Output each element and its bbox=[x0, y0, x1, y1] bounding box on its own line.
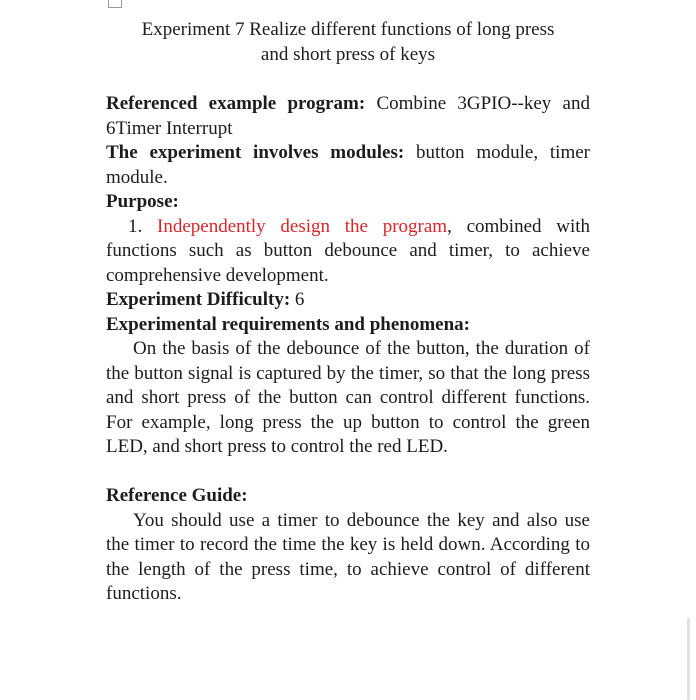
experiment-modules-value: button module, timer module. bbox=[106, 142, 590, 188]
document-body bbox=[106, 18, 590, 607]
requirements-body: On the basis of the debounce of the button, the duration of the button signal is captured by the timer, so that the long press and short press of the button can control different functions. For example, long press the up button to control the green LED, and short press to control the red LED. bbox=[106, 338, 590, 457]
purpose-highlight: Independently design the program bbox=[157, 215, 448, 237]
checkbox-icon bbox=[108, 0, 122, 8]
requirements-heading bbox=[106, 313, 590, 338]
guide-body: You should use a timer to debounce the key and also use the timer to record the time the key is held down. According to the length of the press time, to achieve control of different functions. bbox=[106, 509, 590, 604]
experiment-modules bbox=[106, 141, 590, 190]
title-line-1: Experiment 7 Realize different functions of long press bbox=[141, 19, 555, 40]
guide-label: Reference Guide: bbox=[106, 485, 248, 506]
purpose-item bbox=[106, 215, 590, 289]
difficulty-value: 6 bbox=[294, 289, 305, 310]
experiment-modules-label: The experiment involves modules: bbox=[106, 142, 405, 163]
requirements-label: Experimental requirements and phenomena: bbox=[106, 313, 470, 335]
purpose-text: , combined with functions such as button debounce and timer, to achieve comprehensive development. bbox=[106, 215, 591, 286]
experiment-difficulty bbox=[106, 288, 590, 313]
document-title bbox=[106, 18, 590, 67]
scrollbar[interactable] bbox=[687, 618, 690, 700]
paragraph-spacer bbox=[106, 460, 590, 485]
referenced-program-value: Combine 3GPIO--key and 6Timer Interrupt bbox=[106, 93, 590, 139]
purpose-label: Purpose: bbox=[106, 191, 179, 212]
referenced-program bbox=[106, 92, 590, 141]
difficulty-label: Experiment Difficulty: bbox=[106, 289, 291, 310]
referenced-program-label: Referenced example program: bbox=[106, 93, 366, 114]
purpose-heading bbox=[106, 190, 590, 215]
guide-heading bbox=[106, 484, 590, 509]
title-line-2: and short press of keys bbox=[260, 43, 436, 65]
purpose-number: 1. bbox=[128, 215, 143, 237]
